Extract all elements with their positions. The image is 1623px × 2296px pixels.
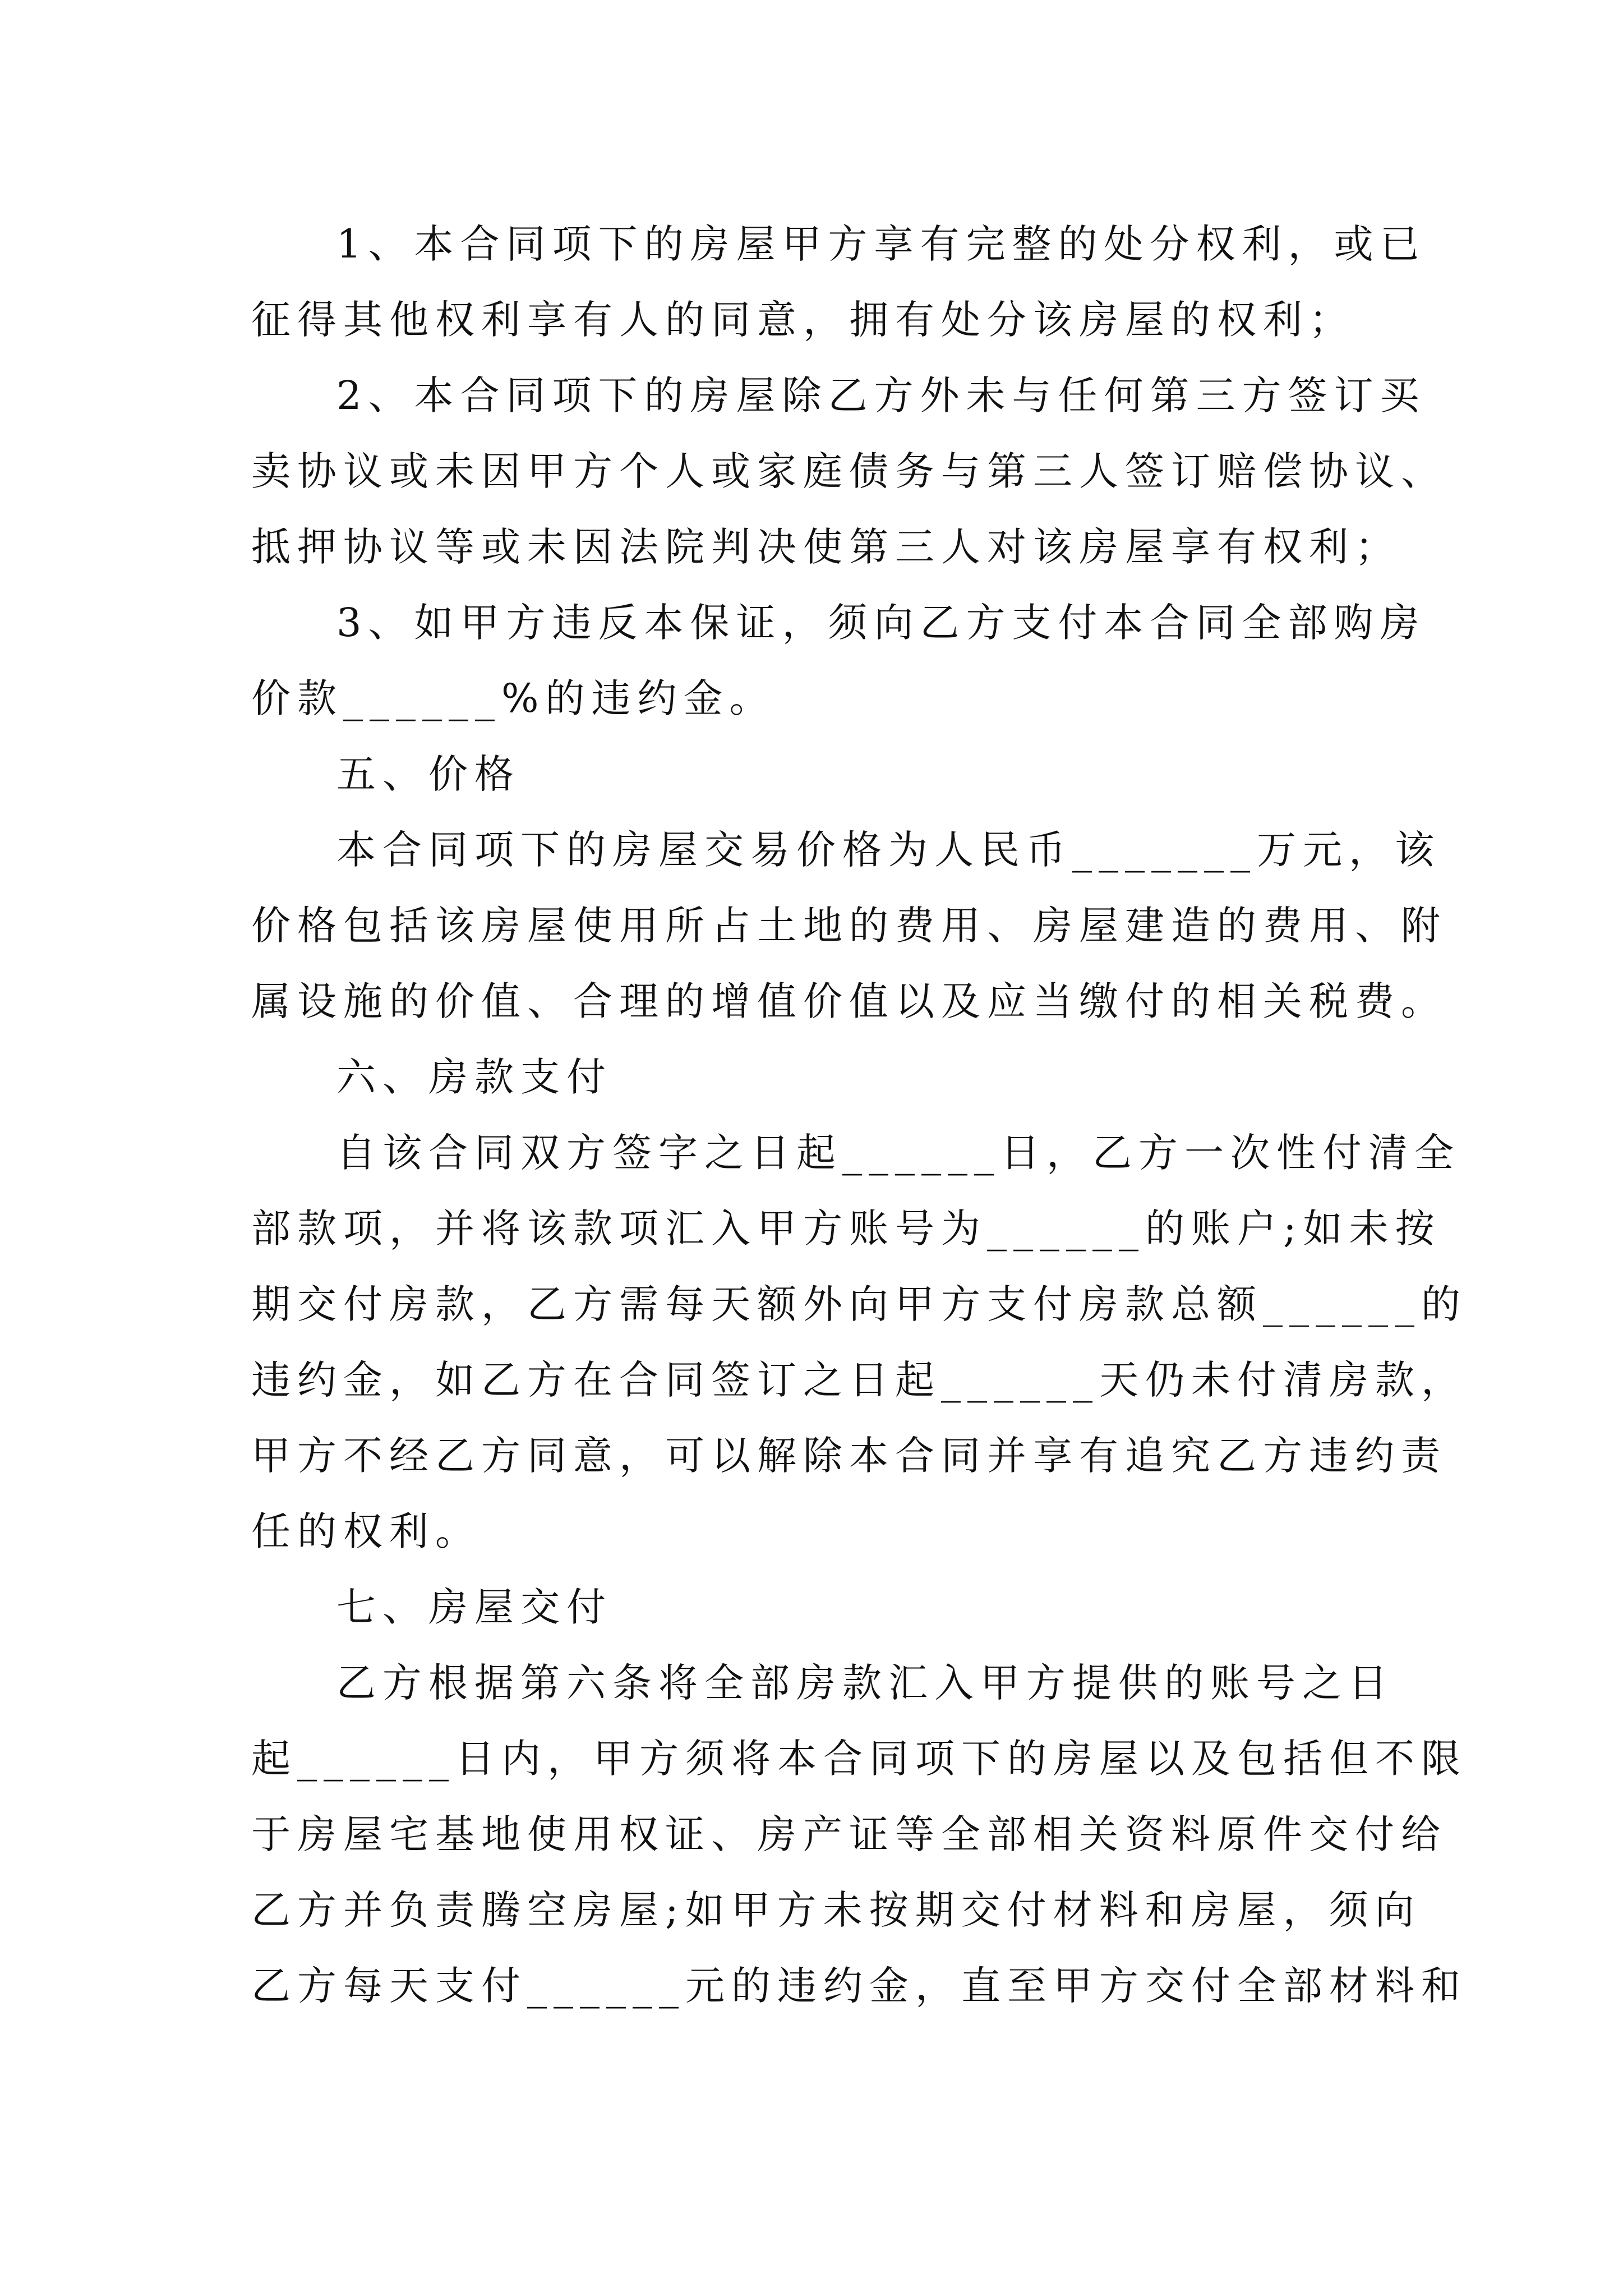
line-17: 甲方不经乙方同意，可以解除本合同并享有追究乙方违约责 (251, 1433, 1447, 1479)
section-heading-delivery: 七、房屋交付 (336, 1584, 612, 1630)
line-11: 属设施的价值、合理的增值价值以及应当缴付的相关税费。 (251, 978, 1447, 1024)
line-21: 起______日内，甲方须将本合同项下的房屋以及包括但不限 (251, 1736, 1467, 1782)
line-16: 违约金，如乙方在合同签订之日起______天仍未付清房款， (251, 1357, 1467, 1403)
line-18: 任的权利。 (251, 1508, 481, 1554)
line-10: 价格包括该房屋使用所占土地的费用、房屋建造的费用、附 (251, 903, 1447, 949)
line-9: 本合同项下的房屋交易价格为人民币_______万元，该 (336, 827, 1441, 873)
line-20: 乙方根据第六条将全部房款汇入甲方提供的账号之日 (336, 1660, 1394, 1706)
line-1: 1、本合同项下的房屋甲方享有完整的处分权利，或已 (336, 221, 1426, 267)
line-3: 2、本合同项下的房屋除乙方外未与任何第三方签订买 (336, 372, 1426, 418)
line-4: 卖协议或未因甲方个人或家庭债务与第三人签订赔偿协议、 (251, 448, 1447, 494)
line-5: 抵押协议等或未因法院判决使第三人对该房屋享有权利； (251, 524, 1401, 570)
line-22: 于房屋宅基地使用权证、房产证等全部相关资料原件交付给 (251, 1811, 1447, 1857)
line-7: 价款______%的违约金。 (251, 675, 776, 721)
line-13: 自该合同双方签字之日起______日，乙方一次性付清全 (336, 1130, 1460, 1176)
line-24: 乙方每天支付______元的违约金，直至甲方交付全部材料和 (251, 1963, 1467, 2009)
line-15: 期交付房款，乙方需每天额外向甲方支付房款总额______的 (251, 1281, 1467, 1327)
section-heading-payment: 六、房款支付 (336, 1054, 612, 1100)
line-2: 征得其他权利享有人的同意，拥有处分该房屋的权利； (251, 297, 1355, 343)
line-14: 部款项，并将该款项汇入甲方账号为______的账户;如未按 (251, 1205, 1441, 1251)
line-6: 3、如甲方违反本保证，须向乙方支付本合同全部购房 (336, 600, 1426, 646)
line-23: 乙方并负责腾空房屋;如甲方未按期交付材料和房屋，须向 (251, 1887, 1421, 1933)
section-heading-price: 五、价格 (336, 751, 520, 797)
